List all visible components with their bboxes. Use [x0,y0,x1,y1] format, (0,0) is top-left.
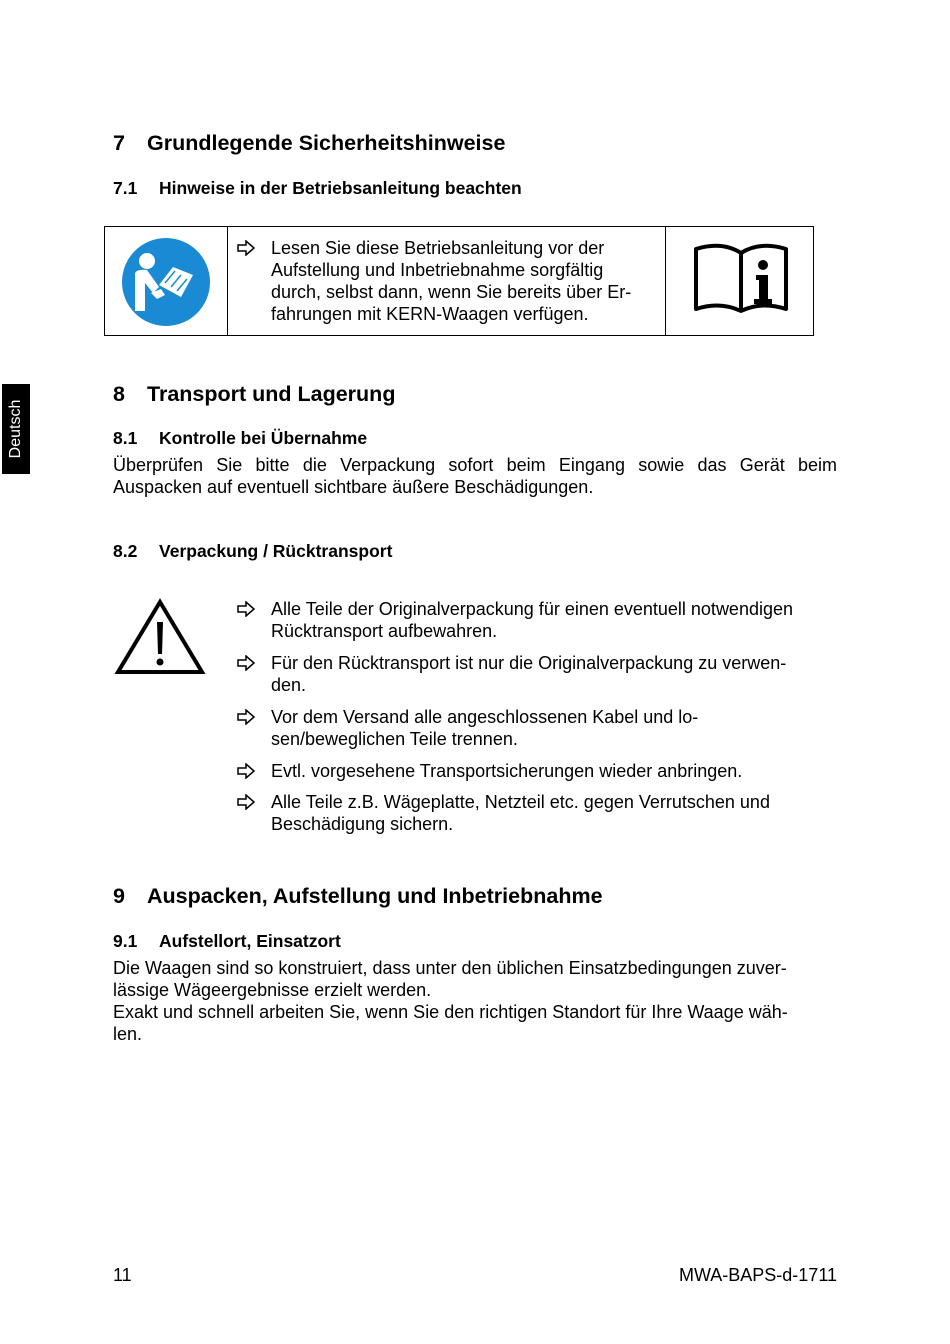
language-tab [2,384,30,474]
subsection-title: Kontrolle bei Übernahme [159,428,368,448]
list-item-line: Evtl. vorgesehene Transportsicherungen wieder anbringen. [271,761,743,781]
arrow-right-icon [236,794,256,810]
paragraph-line: Die Waagen sind so konstruiert, dass unter den üblichen Einsatzbedingungen zuver- [113,958,787,978]
notice-line: Lesen Sie diese Betriebsanleitung vor der [271,238,605,258]
notice-text [236,237,656,325]
notice-line: fahrungen mit KERN-Waagen verfügen. [271,304,589,324]
warning-triangle-icon [114,598,206,676]
subsection-number: 7.1 [113,178,138,198]
list-item-line: Alle Teile der Originalverpackung für einen eventuell notwendigen [271,599,793,619]
section-title: Transport und Lagerung [147,382,396,406]
paragraph-line: lässige Wägeergebnisse erzielt werden. [113,980,432,1000]
subsection-number: 8.1 [113,428,138,448]
arrow-right-icon [236,709,256,725]
info-manual-icon [692,241,790,315]
arrow-right-icon [236,655,256,671]
notice-line: durch, selbst dann, wenn Sie bereits über Er- [271,282,632,302]
document-id: MWA-BAPS-d-1711 [678,1265,837,1285]
list-item [236,652,836,696]
list-item-line: Rücktransport aufbewahren. [271,621,498,641]
info-manual-cell [665,227,813,335]
section-8-1-heading [113,428,367,449]
list-item-line: Vor dem Versand alle angeschlossenen Kabel und lo- [271,707,699,727]
list-item-line: sen/beweglichen Teile trennen. [271,729,518,749]
paragraph-line: Exakt und schnell arbeiten Sie, wenn Sie den richtigen Standort für Ihre Waage wäh- [113,1002,788,1022]
subsection-number: 8.2 [113,541,138,561]
arrow-right-icon [236,240,256,256]
paragraph-line: len. [113,1024,143,1044]
subsection-title: Aufstellort, Einsatzort [159,931,341,951]
section-8-heading [113,382,395,407]
arrow-right-icon [236,763,256,779]
section-number: 7 [113,131,125,155]
section-8-2-heading [113,541,392,562]
notice-line: Aufstellung und Inbetriebnahme sorgfältig [271,260,604,280]
section-9-1-text [113,957,837,1045]
list-item [236,598,836,642]
section-7-1-heading [113,178,522,199]
section-title: Grundlegende Sicherheitshinweise [147,131,506,155]
paragraph-line: Überprüfen Sie bitte die Verpackung sofort beim Eingang sowie das Gerät beim [113,455,837,475]
list-item-line: Beschädigung sichern. [271,814,454,834]
language-tab-label: Deutsch [7,399,24,459]
section-8-1-text [113,454,837,498]
section-title: Auspacken, Aufstellung und Inbetriebnahme [147,884,603,908]
list-item [236,791,836,835]
page-number: 11 [113,1265,132,1285]
list-item-line: den. [271,675,307,695]
paragraph-line: Auspacken auf eventuell sichtbare äußere Beschädigungen. [113,477,594,497]
read-manual-mandatory-icon [121,237,211,327]
section-9-heading [113,884,603,909]
section-number: 9 [113,884,125,908]
list-item [236,760,836,782]
section-9-1-heading [113,931,341,952]
subsection-title: Hinweise in der Betriebsanleitung beachten [159,178,522,198]
list-item-line: Alle Teile z.B. Wägeplatte, Netzteil etc. gegen Verrutschen und [271,792,770,812]
mandatory-sign-cell [105,227,228,335]
list-item [236,706,836,750]
arrow-right-icon [236,601,256,617]
list-item-line: Für den Rücktransport ist nur die Originalverpackung zu verwen- [271,653,787,673]
section-7-heading [113,131,505,156]
subsection-number: 9.1 [113,931,138,951]
subsection-title: Verpackung / Rücktransport [159,541,393,561]
section-number: 8 [113,382,125,406]
